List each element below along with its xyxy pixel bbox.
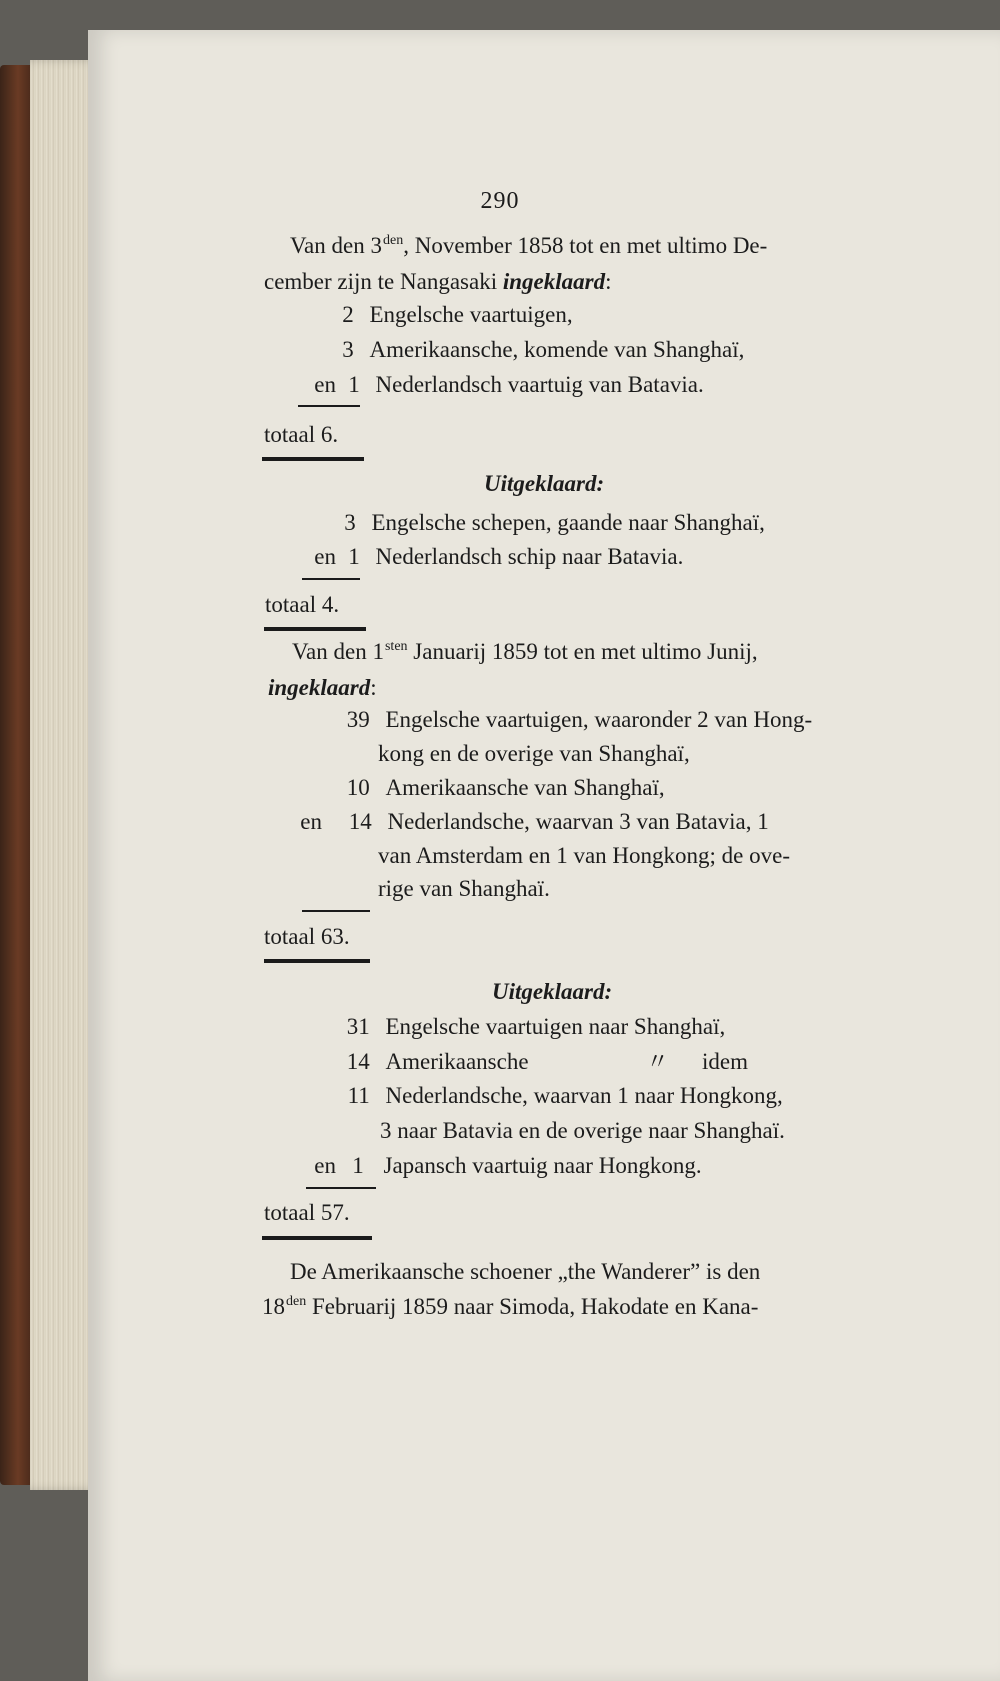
- total-rule: [262, 457, 364, 461]
- total-4: totaal 57.: [264, 1200, 350, 1225]
- total-rule: [264, 627, 366, 631]
- para2-line2: ingeklaard:: [268, 675, 377, 700]
- list-item-continuation: kong en de overige van Shanghaï,: [378, 741, 690, 766]
- list-item: 31 Engelsche vaartuigen naar Shanghaï,: [346, 1014, 726, 1039]
- page-number: 290: [480, 188, 520, 214]
- sum-rule: [302, 578, 360, 580]
- list-item: en 1 Nederlandsch schip naar Batavia.: [314, 544, 684, 569]
- sum-rule: [306, 1187, 376, 1189]
- para1-line1: Van den $3^{den}$, November 1858 tot en met ultimo De-: [290, 233, 768, 258]
- total-2: totaal 4.: [265, 592, 340, 617]
- idem-text: idem: [702, 1049, 748, 1074]
- list-item: 3 Engelsche schepen, gaande naar Shanghaï,: [344, 510, 765, 535]
- total-1: totaal 6.: [264, 422, 339, 447]
- list-item: 39 Engelsche vaartuigen, waaronder 2 van Hong-: [346, 707, 813, 732]
- list-item-continuation: 3 naar Batavia en de overige naar Shanghaï.: [380, 1118, 785, 1143]
- list-item: en 1 Japansch vaartuig naar Hongkong.: [314, 1153, 702, 1178]
- sum-rule: [302, 910, 370, 912]
- uitgeklaard-heading-2: Uitgeklaard:: [492, 979, 613, 1004]
- para3-line2: $18^{den}$ Februarij 1859 naar Simoda, Hakodate en Kana-: [262, 1294, 759, 1319]
- uitgeklaard-heading-1: Uitgeklaard:: [484, 471, 605, 496]
- list-item: en 1 Nederlandsch vaartuig van Batavia.: [314, 372, 704, 397]
- list-item: 11 Nederlandsche, waarvan 1 naar Hongkong,: [347, 1083, 783, 1108]
- para1-line2: cember zijn te Nangasaki ingeklaard:: [264, 269, 612, 294]
- list-item: 3 Amerikaansche, komende van Shanghaï,: [342, 337, 745, 362]
- list-item: 10 Amerikaansche van Shanghaï,: [346, 775, 665, 800]
- total-rule: [262, 1236, 372, 1240]
- list-item: 2 Engelsche vaartuigen,: [342, 302, 573, 327]
- ditto-mark: 〃: [646, 1049, 669, 1074]
- para2-line1: Van den $1^{sten}$ Januarij 1859 tot en met ultimo Junij,: [292, 639, 758, 664]
- list-item: en 14 Nederlandsche, waarvan 3 van Batavia, 1: [300, 809, 769, 834]
- para3-line1: De Amerikaansche schoener „the Wanderer” is den: [290, 1259, 761, 1284]
- list-item-continuation: rige van Shanghaï.: [378, 876, 550, 901]
- list-item-continuation: van Amsterdam en 1 van Hongkong; de ove-: [378, 843, 790, 868]
- list-item: 14 Amerikaansche: [346, 1049, 529, 1074]
- total-rule: [264, 959, 370, 963]
- sum-rule: [298, 405, 360, 407]
- total-3: totaal 63.: [264, 924, 350, 949]
